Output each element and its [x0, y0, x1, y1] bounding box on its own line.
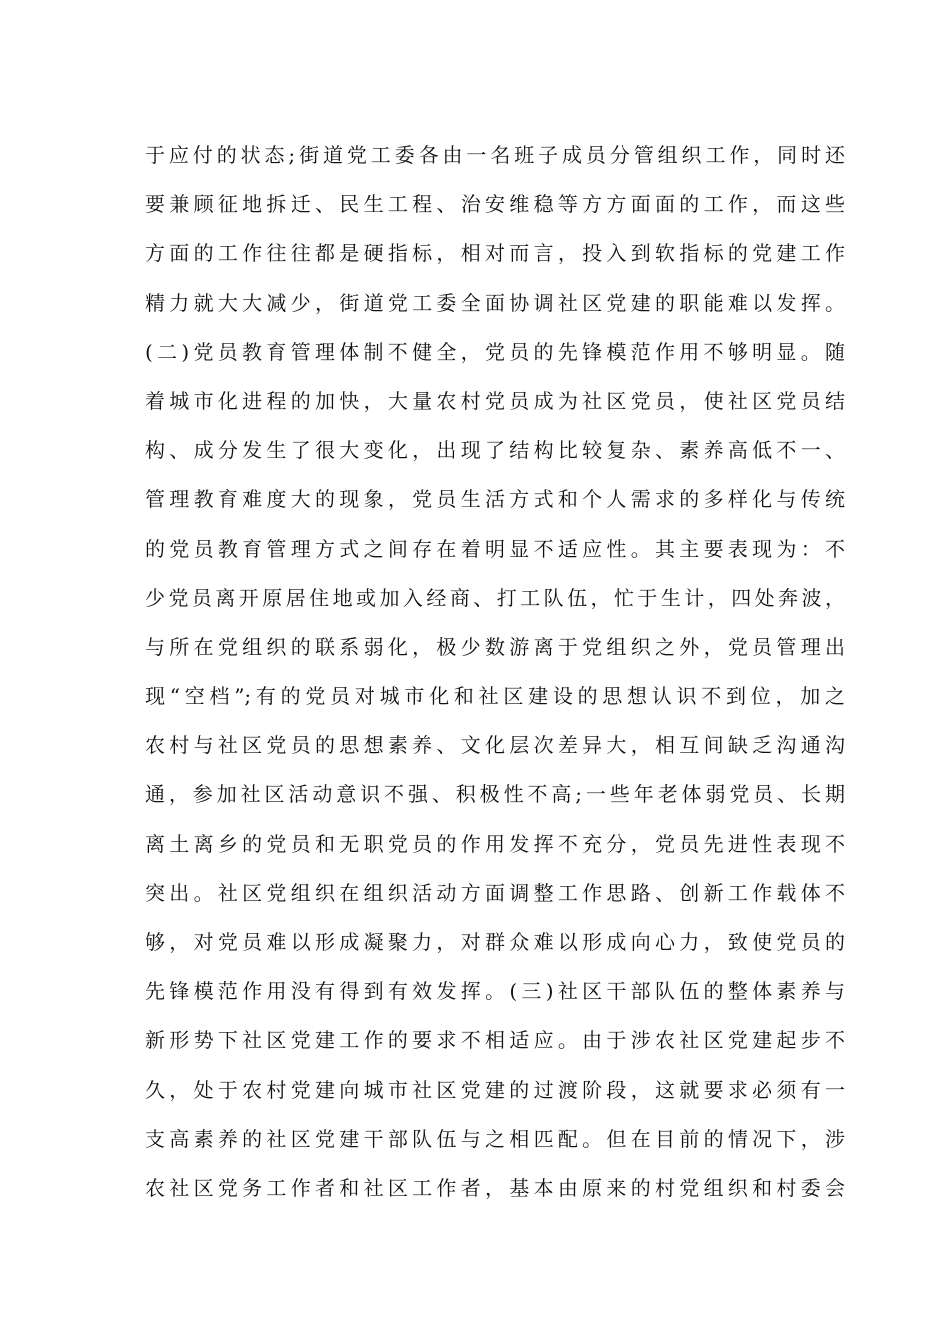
text-line: 管理教育难度大的现象，党员生活方式和个人需求的多样化与传统: [145, 487, 845, 512]
text-line: 构、成分发生了很大变化，出现了结构比较复杂、素养高低不一、: [145, 438, 845, 463]
text-line: 久，处于农村党建向城市社区党建的过渡阶段，这就要求必须有一: [145, 1077, 845, 1102]
text-line: 于应付的状态;街道党工委各由一名班子成员分管组织工作，同时还: [145, 143, 845, 167]
text-line: 支高素养的社区党建干部队伍与之相匹配。但在目前的情况下，涉: [145, 1126, 845, 1151]
body-text: [145, 131, 845, 1213]
text-line: 方面的工作往往都是硬指标，相对而言，投入到软指标的党建工作: [145, 241, 845, 266]
text-line: 通，参加社区活动意识不强、积极性不高;一些年老体弱党员、长期: [145, 782, 845, 807]
text-line: 农村与社区党员的思想素养、文化层次差异大，相互间缺乏沟通沟: [145, 733, 845, 758]
text-line: 离土离乡的党员和无职党员的作用发挥不充分，党员先进性表现不: [145, 831, 845, 856]
text-line: 要兼顾征地拆迁、民生工程、治安维稳等方方面面的工作，而这些: [145, 192, 845, 217]
text-line: 突出。社区党组织在组织活动方面调整工作思路、创新工作载体不: [145, 880, 845, 905]
text-line: 着城市化进程的加快，大量农村党员成为社区党员，使社区党员结: [145, 388, 845, 413]
text-line: 新形势下社区党建工作的要求不相适应。由于涉农社区党建起步不: [145, 1028, 845, 1053]
text-line: (二)党员教育管理体制不健全，党员的先锋模范作用不够明显。随: [145, 339, 845, 364]
text-line: 农社区党务工作者和社区工作者，基本由原来的村党组织和村委会: [145, 1175, 845, 1200]
text-line: 与所在党组织的联系弱化，极少数游离于党组织之外，党员管理出: [145, 634, 845, 659]
text-line: 先锋模范作用没有得到有效发挥。(三)社区干部队伍的整体素养与: [145, 979, 845, 1004]
text-line: 现“空档”;有的党员对城市化和社区建设的思想认识不到位，加之: [145, 684, 845, 709]
text-line: 的党员教育管理方式之间存在着明显不适应性。其主要表现为：不: [145, 536, 845, 561]
text-line: 精力就大大减少，街道党工委全面协调社区党建的职能难以发挥。: [145, 290, 845, 315]
text-line: 够，对党员难以形成凝聚力，对群众难以形成向心力，致使党员的: [145, 930, 845, 954]
text-line: 少党员离开原居住地或加入经商、打工队伍，忙于生计，四处奔波，: [145, 585, 845, 610]
